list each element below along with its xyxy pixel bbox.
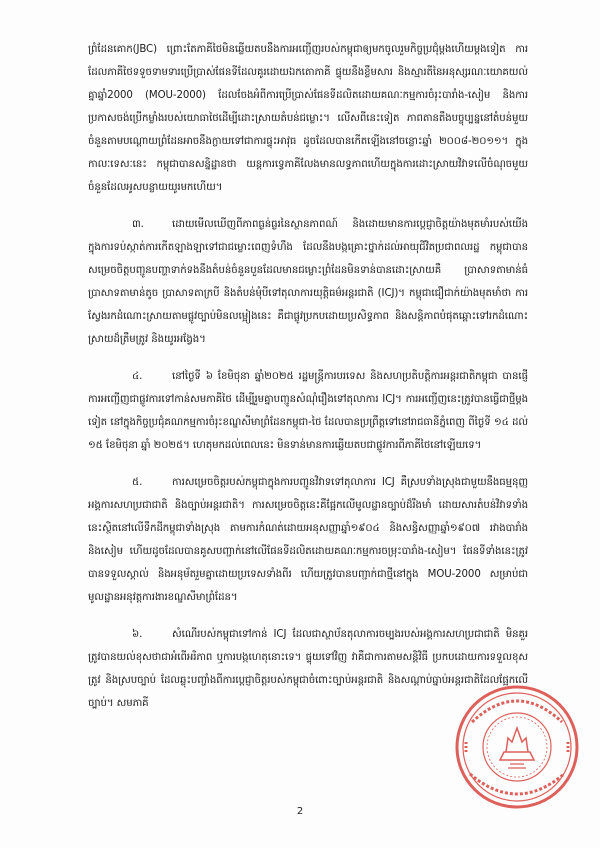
official-seal-stamp (452, 682, 582, 812)
paragraph-text: សំណើរបស់កម្ពុជាទៅកាន់ ICJ ដែលជាស្ថាប័នតុលាការចម្បងរបស់អង្គការសហប្រជាជាតិ មិនគួរត្រូវបានយល់ខុសថាជាអំពើអរិភាព ឬការបង្កហេតុនោះទេ។ ផ្ទុយទៅវិញ វាគឺជាការតាមសន្តិវិធី ប្រកបដោយការទទួលខុសត្រូវ និងស្របច្បាប់ ដែលឆ្លុះបញ្ចាំងពីការប្តេជ្ញាចិត្តរបស់កម្ពុជាចំពោះច្បាប់អន្តរជាតិ និងសណ្តាប់ធ្នាប់អន្តរជាតិដែលផ្អែកលើច្បាប់។ សមភាគី (88, 629, 528, 709)
paragraph-text: ដោយមើលឃើញពីភាពធ្ងន់ធ្ងរនៃស្ថានភាពណ៍ និងដោយមានការប្តេជ្ញាចិត្តយ៉ាងមុតមាំរបស់យើងក្នុងការទប់ស្កាត់ការកើតឡាងឡាទៅជាជម្លោះពេញទំហឹង ដែលនឹងបង្កគ្រោះថ្នាក់ដល់អាយុជីវិតប្រជាពលរដ្ឋ កម្ពុជាបានសម្រេចចិត្តបញ្ជូនបញ្ហាទាក់ទងនឹងតំបន់ចំនួនបួនដែលមានជម្លោះព្រំដែនមិនទាន់បានដោះស្រាយគឺ ប្រាសាទតាមាន់ធំ ប្រាសាទតាមាន់តូច ប្រាសាទតាក្របី និងតំបន់មុំបីទៅតុលាការយុត្តិធម៌អន្តរជាតិ (ICJ)។ កម្ពុជាជឿជាក់យ៉ាងមុតមាំថា ការស្វែងរកដំណោះស្រាយតាមផ្លូវច្បាប់មិនលម្អៀងនេះ គឺជាផ្លូវប្រកបដោយប្រសិទ្ធភាព និងសន្តិភាពបំផុតឆ្ពោះទៅរកដំណោះស្រាយដ៏ត្រឹមត្រូវ និងយូរអង្វែង។ (88, 219, 528, 345)
paragraph-text: ព្រំដែនគោក(JBC) ព្រោះតែភាគីថៃមិនឆ្លើយតបនឹងការអញ្ជើញរបស់កម្ពុជាឲ្យមកចូលរួមកិច្ចប្រជុំម្តងហើយម្តងទៀត ការដែលភាគីថៃទទួចទាមទារប្រើប្រាស់ផែនទីដែលគូរដោយឯកតោភាគី ផ្ទុយនឹងខ្លឹមសារ និងស្មារតីនៃអនុស្សរណៈយោគយល់គ្នាឆ្នាំ2000 (MOU-2000) ដែលចែងអំពីការប្រើប្រាស់ផែនទីដលិតដោយគណៈកម្មការចំរុះបារាំង-សៀម និងការប្រកាសចង់ប្រើកម្លាំងរបស់យោធាថៃដើម្បីដោះស្រាយតំបន់ជម្លោះ។ លើសពីនេះទៀត ភាពតានតឹងបច្ចុប្បន្ននៅតំបន់មួយចំនួនតាមបណ្តោយព្រំដែនអាចនឹងក្លាយទៅជាការផ្ទុះអាវុធ ដូចដែលបានកើតឡើងនៅចន្លោះឆ្នាំ ២០០៨-២០១១។ ក្នុងកាលៈទេសៈនេះ កម្ពុជាបានសន្និដ្ឋានថា យន្តការទ្វេភាគីលែងមានលទ្ធភាពហើយក្នុងការដោះស្រាយវិវាទលើចំណុចមួយចំនួនដែលអូសបន្លាយយូរមកហើយ។ (88, 44, 528, 193)
paragraph-5 (88, 471, 528, 609)
paragraph-3 (88, 213, 528, 351)
paragraph-number: ៣. (132, 219, 144, 230)
document-body (88, 38, 528, 729)
paragraph-text: នៅថ្ងៃទី ៦ ខែមិថុនា ឆ្នាំ២០២៥ រដ្ឋមន្ត្រីការបរទេស និងសហប្រតិបត្តិការអន្តរជាតិកម្ពុជា បានផ្ញើការអញ្ជើញជាផ្លូវការទៅកាន់សមភាគីថៃ ដើម្បីរួមគ្នាបញ្ជូនសំណុំរឿងទៅតុលាការ ICJ។ ការអញ្ជើញនេះត្រូវបានធ្វើជាថ្មីម្តងទៀត នៅក្នុងកិច្ចប្រជុំគណកម្មការចំរុះខណ្ឌសីមាព្រំដែនកម្ពុជា-ថៃ ដែលបានប្រព្រឹត្តទៅនៅរាជធានីភ្នំពេញ ពីថ្ងៃទី ១៤ ដល់ ១៥ ខែមិថុនា ឆ្នាំ ២០២៥។ ហេតុមកដល់ពេលនេះ មិនទាន់មានការឆ្លើយតបជាផ្លូវការពីភាគីថៃនៅឡើយទេ។ (88, 371, 528, 451)
paragraph-number: ៦. (132, 629, 143, 640)
paragraph-4 (88, 365, 528, 457)
page-number: 2 (296, 806, 304, 817)
paragraph-number: ៤. (132, 371, 143, 382)
paragraph-text: ការសម្រេចចិត្តរបស់កម្ពុជាក្នុងការបញ្ជូនវិវាទទៅតុលាការ ICJ គឺស្របទាំងស្រុងជាមួយនឹងធម្មនុញ្ញអង្គការសហប្រជាជាតិ និងច្បាប់អន្តរជាតិ។ ការសម្រេចចិត្តនេះគឺផ្អែកលើមូលដ្ឋានច្បាប់ដ៏រឹងមាំ ដោយសារតំបន់វិវាទទាំងនេះស្ថិតនៅលើទឹកដីកម្ពុជាទាំងស្រុង តាមការកំណត់ដោយអនុសញ្ញាឆ្នាំ១៩០៤ និងសន្ធិសញ្ញាឆ្នាំ១៩០៧ រវាងបារាំង និងសៀម ហើយដូចដែលបានគូសបញ្ជាក់នៅលើផែនទីដលិតដោយគណៈកម្មការចម្រុះបារាំង-សៀម។ ផែនទីទាំងនេះត្រូវបានទទួលស្គាល់ និងអនុម័តរួមគ្នាដោយប្រទេសទាំងពីរ ហើយត្រូវបានបញ្ជាក់ជាថ្មីនៅក្នុង MOU-2000 សម្រាប់ជាមូលដ្ឋានអនុវត្តការងារខណ្ឌសីមាព្រំដែន។ (88, 477, 528, 603)
paragraph-continued (88, 38, 528, 199)
paragraph-number: ៥. (132, 477, 143, 488)
